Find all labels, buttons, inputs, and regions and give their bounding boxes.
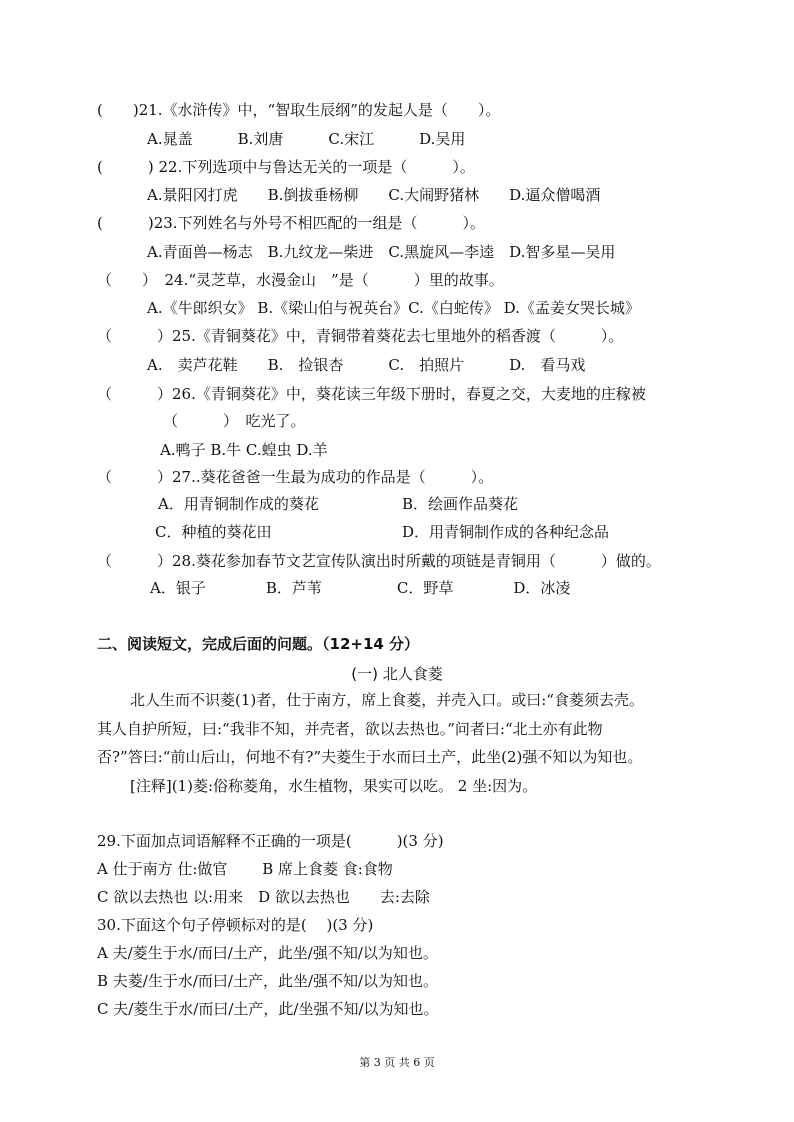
q23-stem: ( )23.下列姓名与外号不相匹配的一组是（ ）。 xyxy=(97,214,486,232)
q28-stem: （ ）28.葵花参加春节文艺宣传队演出时所戴的项链是青铜用（ ）做的。 xyxy=(97,552,661,570)
passage-line-2: 其人自护所短，曰:“我非不知，并壳者，欲以去热也。”问者曰:“北土亦有此物 xyxy=(97,720,603,738)
q25-options: A. 卖芦花鞋 B. 捡银杏 C. 拍照片 D. 看马戏 xyxy=(147,356,586,374)
q23-options: A.青面兽—杨志 B.九纹龙—柴进 C.黑旋风—李逵 D.智多星—吴用 xyxy=(147,243,616,261)
page-number: 第 3 页 共 6 页 xyxy=(359,1056,435,1069)
q27-option-d: D．用青铜制作成的各种纪念品 xyxy=(402,523,610,541)
passage-line-3: 否?”答曰:“前山后山，何地不有?”夫菱生于水而曰土产，此坐(2)强不知以为知也。 xyxy=(97,748,643,766)
q29-options-line-1: A 仕于南方 仕:做官 B 席上食菱 食:食物 xyxy=(97,860,393,878)
q30-option-b: B 夫菱/生于水/而曰/土产，此坐/强不知/以为知也。 xyxy=(97,972,439,990)
q21-stem: ( )21.《水浒传》中，“智取生辰纲”的发起人是（ ）。 xyxy=(97,101,501,119)
q24-options: A.《牛郎织女》 B.《梁山伯与祝英台》C.《白蛇传》 D.《孟姜女哭长城》 xyxy=(147,299,640,317)
passage-line-1: 北人生而不识菱(1)者，仕于南方，席上食菱，并壳入口。或曰:“食菱须去壳。 xyxy=(130,691,644,709)
q22-options: A.景阳冈打虎 B.倒拔垂杨柳 C.大闹野猪林 D.逼众僧喝酒 xyxy=(147,186,601,204)
q25-stem: （ ）25.《青铜葵花》中，青铜带着葵花去七里地外的稻香渡（ ）。 xyxy=(97,327,624,345)
q28-options: A．银子 B．芦苇 C．野草 D．冰凌 xyxy=(150,579,571,597)
q27-option-c: C．种植的葵花田 xyxy=(155,523,272,541)
q26-options: A.鸭子 B.牛 C.蝗虫 D.羊 xyxy=(160,441,328,459)
q30-option-c: C 夫/菱生于水/而曰/土产，此/坐强不知/以为知也。 xyxy=(97,1000,439,1018)
q29-stem: 29.下面加点词语解释不正确的一项是( )(3 分) xyxy=(97,832,444,850)
q27-option-a: A．用青铜制作成的葵花 xyxy=(158,495,319,513)
q27-option-b: B．绘画作品葵花 xyxy=(402,495,519,513)
q24-stem: （ ） 24.“灵芝草，水漫金山 ”是（ ）里的故事。 xyxy=(97,271,504,289)
q27-stem: （ ）27..葵花爸爸一生最为成功的作品是（ ）。 xyxy=(97,468,494,486)
passage-title: (一) 北人食菱 xyxy=(351,665,443,683)
q26-stem-continued: （ ） 吃光了。 xyxy=(163,412,306,430)
passage-note: [注释](1)菱:俗称菱角，水生植物，果实可以吃。 2 坐:因为。 xyxy=(130,777,538,795)
q29-options-line-2: C 欲以去热也 以:用来 D 欲以去热也 去:去除 xyxy=(97,888,430,906)
q22-stem: ( ) 22.下列选项中与鲁达无关的一项是（ ）。 xyxy=(97,158,475,176)
q21-options: A.晁盖 B.刘唐 C.宋江 D.吴用 xyxy=(147,130,466,148)
q30-option-a: A 夫/菱生于水/而曰/土产，此坐/强不知/以为知也。 xyxy=(97,944,438,962)
section2-heading: 二、阅读短文，完成后面的问题。（12+14 分） xyxy=(97,635,420,653)
q30-stem: 30.下面这个句子停顿标对的是( )(3 分) xyxy=(97,916,374,934)
q26-stem: （ ）26.《青铜葵花》中，葵花读三年级下册时，春夏之交，大麦地的庄稼被 xyxy=(97,385,646,403)
